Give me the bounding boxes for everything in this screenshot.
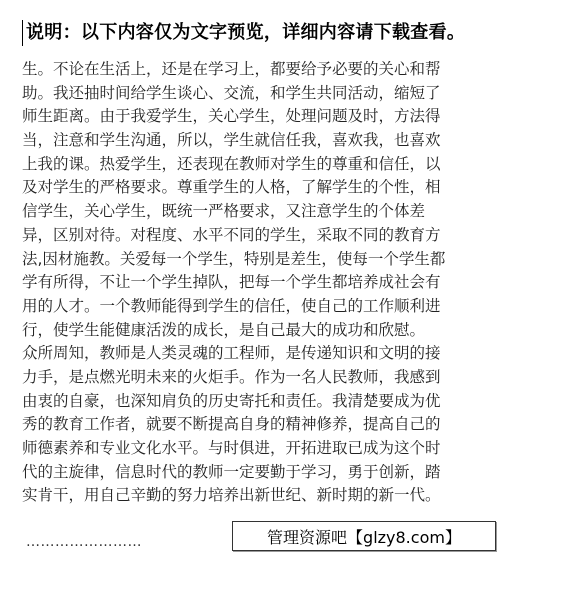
body-line: 实肯干，用自己辛勤的努力培养出新世纪、新时期的新一代。 bbox=[22, 486, 441, 505]
body-line: 上我的课。热爱学生，还表现在教师对学生的尊重和信任，以 bbox=[22, 154, 441, 173]
body-line: 法,因材施教。关爱每一个学生，特别是差生，使每一个学生都 bbox=[22, 249, 446, 268]
body-line: 代的主旋律，信息时代的教师一定要勤于学习，勇于创新，踏 bbox=[22, 462, 441, 481]
body-line: 师生距离。由于我爱学生，关心学生，处理问题及时，方法得 bbox=[22, 107, 441, 126]
body-line: 力手，是点燃光明未来的火炬手。作为一名人民教师，我感到 bbox=[22, 367, 441, 386]
body-line: 及对学生的严格要求。尊重学生的人格，了解学生的个性，相 bbox=[22, 178, 441, 197]
body-line: 由衷的自豪，也深知肩负的历史寄托和责任。我清楚要成为优 bbox=[22, 391, 441, 410]
text-cursor bbox=[22, 20, 23, 46]
body-line: 当，注意和学生沟通，所以，学生就信任我，喜欢我，也喜欢 bbox=[22, 131, 441, 150]
preview-notice: 说明：以下内容仅为文字预览，详细内容请下载查看。 bbox=[26, 22, 466, 43]
ellipsis-continuation: …………………… bbox=[26, 534, 142, 550]
body-line: 信学生，关心学生，既统一严格要求，又注意学生的个体差 bbox=[22, 202, 426, 221]
body-line: 生。不论在生活上，还是在学习上，都要给予必要的关心和帮 bbox=[22, 60, 441, 78]
body-line: 异，区别对待。对程度、水平不同的学生，采取不同的教育方 bbox=[22, 225, 441, 244]
body-line: 行，使学生能健康活泼的成长，是自己最大的成功和欣慰。 bbox=[22, 320, 426, 339]
watermark-badge: 管理资源吧【glzy8.com】 bbox=[232, 521, 496, 551]
body-line: 助。我还抽时间给学生谈心、交流，和学生共同活动，缩短了 bbox=[22, 83, 441, 102]
body-line: 学有所得，不让一个学生掉队，把每一个学生都培养成社会有 bbox=[22, 273, 441, 292]
document-body bbox=[22, 58, 552, 508]
body-line: 众所周知，教师是人类灵魂的工程师，是传递知识和文明的接 bbox=[22, 344, 441, 363]
body-line: 师德素养和专业文化水平。与时俱进，开拓进取已成为这个时 bbox=[22, 439, 441, 457]
body-line: 秀的教育工作者，就要不断提高自身的精神修养，提高自己的 bbox=[22, 415, 441, 434]
body-line: 用的人才。一个教师能得到学生的信任，使自己的工作顺利进 bbox=[22, 296, 441, 315]
